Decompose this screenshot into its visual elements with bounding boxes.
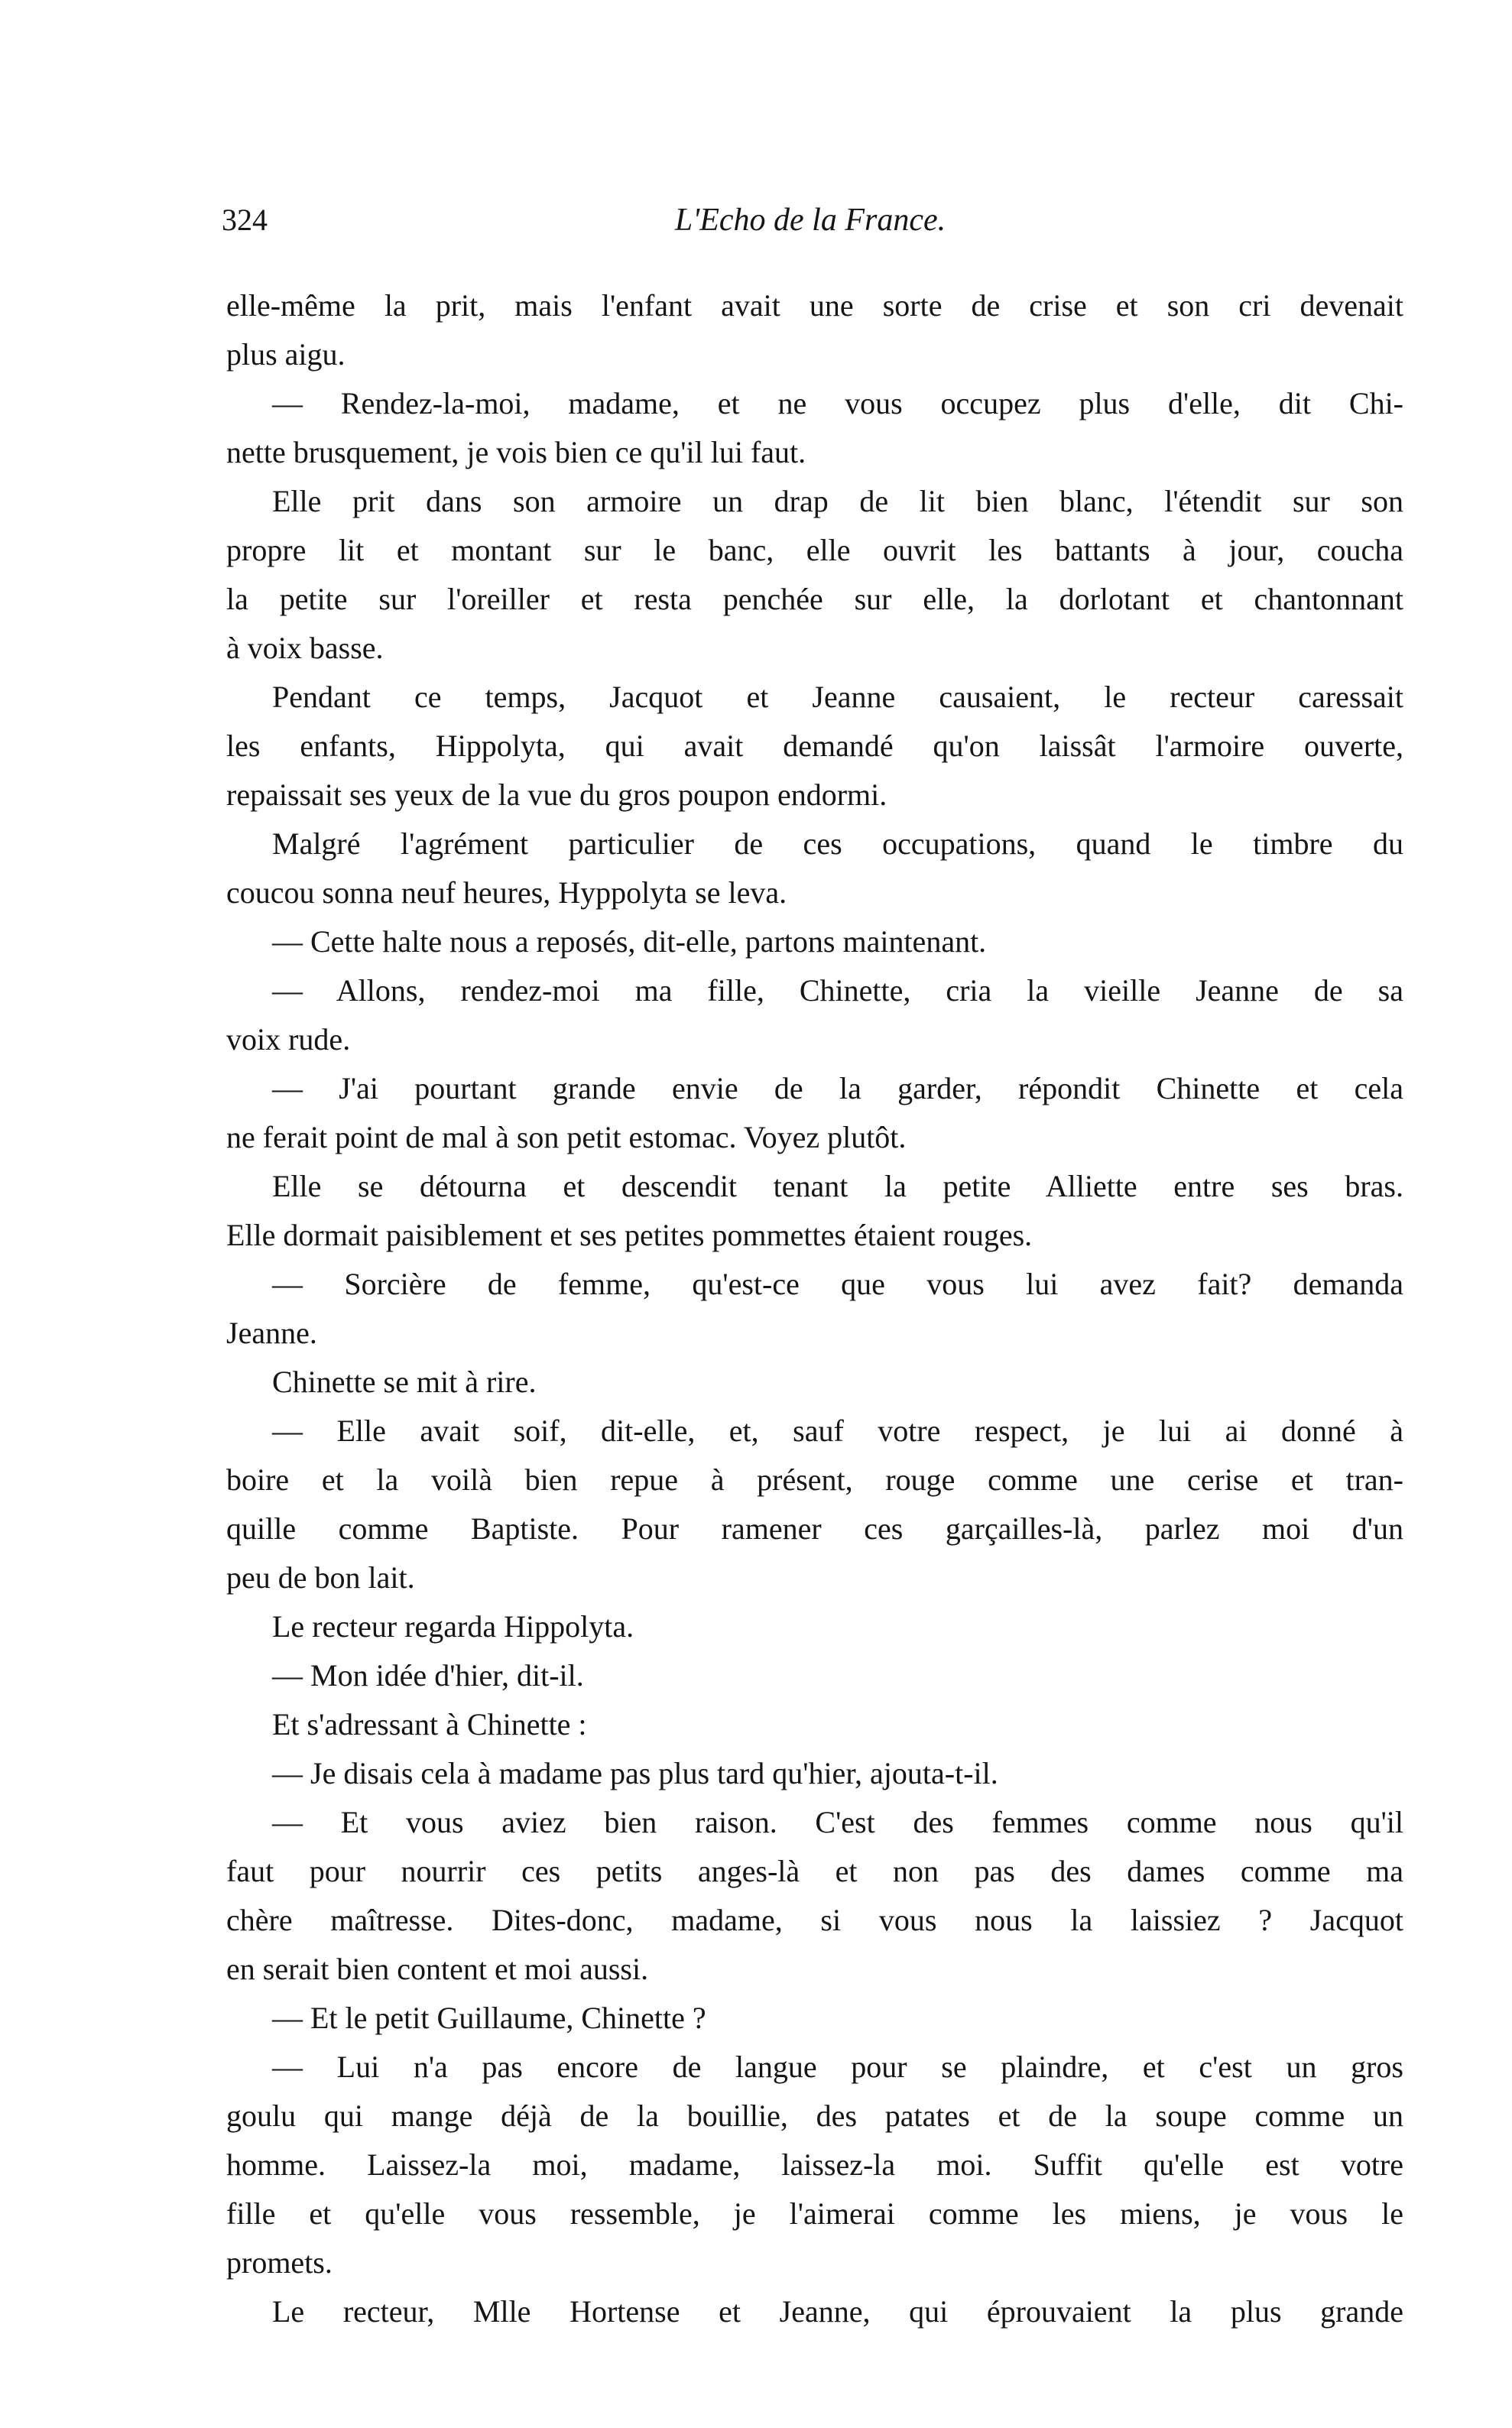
text-line: Et s'adressant à Chinette :: [272, 1707, 587, 1741]
text-line: Elle se détourna et descendit tenant la petite Alliette entre ses bras.: [272, 1169, 1403, 1203]
text-line: elle-même la prit, mais l'enfant avait une sorte de crise et son cri devenait: [226, 288, 1403, 323]
text-line: Elle prit dans son armoire un drap de lit bien blanc, l'étendit sur son: [272, 484, 1403, 518]
text-line: homme. Laissez-la moi, madame, laissez-la moi. Suffit qu'elle est votre: [226, 2147, 1403, 2182]
text-line: — Cette halte nous a reposés, dit-elle, partons maintenant.: [272, 924, 987, 959]
text-line: — Sorcière de femme, qu'est-ce que vous lui avez fait? demanda: [272, 1267, 1403, 1301]
text-line: — Et le petit Guillaume, Chinette ?: [272, 2001, 706, 2035]
text-line: repaissait ses yeux de la vue du gros poupon endormi.: [226, 777, 887, 812]
running-title: L'Echo de la France.: [674, 203, 946, 238]
text-line: à voix basse.: [226, 631, 384, 665]
page-number: 324: [222, 203, 268, 237]
text-line: promets.: [226, 2245, 333, 2280]
text-line: — Mon idée d'hier, dit-il.: [272, 1658, 584, 1693]
text-line: goulu qui mange déjà de la bouillie, des patates et de la soupe comme un: [226, 2099, 1403, 2133]
text-line: coucou sonna neuf heures, Hyppolyta se leva.: [226, 875, 787, 910]
text-line: boire et la voilà bien repue à présent, rouge comme une cerise et tran-: [226, 1462, 1403, 1497]
text-line: ne ferait point de mal à son petit estomac. Voyez plutôt.: [226, 1120, 907, 1154]
text-line: peu de bon lait.: [226, 1560, 415, 1595]
text-line: nette brusquement, je vois bien ce qu'il lui faut.: [226, 435, 806, 469]
text-line: — Et vous aviez bien raison. C'est des femmes comme nous qu'il: [272, 1805, 1403, 1839]
text-line: la petite sur l'oreiller et resta penchée sur elle, la dorlotant et chantonnant: [226, 582, 1403, 616]
text-line: en serait bien content et moi aussi.: [226, 1952, 649, 1986]
text-line: propre lit et montant sur le banc, elle ouvrit les battants à jour, coucha: [226, 533, 1403, 567]
text-line: — J'ai pourtant grande envie de la garder, répondit Chinette et cela: [272, 1071, 1403, 1105]
text-line: Le recteur, Mlle Hortense et Jeanne, qui éprouvaient la plus grande: [272, 2294, 1403, 2329]
page-header: [222, 197, 1399, 243]
text-line: Jeanne.: [226, 1316, 317, 1350]
text-line: — Lui n'a pas encore de langue pour se plaindre, et c'est un gros: [272, 2050, 1403, 2084]
text-line: voix rude.: [226, 1022, 351, 1057]
text-line: — Rendez-la-moi, madame, et ne vous occupez plus d'elle, dit Chi-: [272, 386, 1403, 420]
text-line: les enfants, Hippolyta, qui avait demandé qu'on laissât l'armoire ouverte,: [226, 729, 1403, 763]
text-line: fille et qu'elle vous ressemble, je l'aimerai comme les miens, je vous le: [226, 2196, 1403, 2231]
text-line: Pendant ce temps, Jacquot et Jeanne causaient, le recteur caressait: [272, 680, 1403, 714]
text-line: faut pour nourrir ces petits anges-là et non pas des dames comme ma: [226, 1854, 1403, 1888]
text-line: plus aigu.: [226, 337, 346, 372]
text-line: — Allons, rendez-moi ma fille, Chinette, cria la vieille Jeanne de sa: [272, 973, 1403, 1008]
text-line: Chinette se mit à rire.: [272, 1365, 537, 1399]
body-text: [226, 281, 1403, 2336]
text-line: — Elle avait soif, dit-elle, et, sauf votre respect, je lui ai donné à: [272, 1414, 1403, 1448]
text-line: Le recteur regarda Hippolyta.: [272, 1609, 634, 1644]
text-line: — Je disais cela à madame pas plus tard qu'hier, ajouta-t-il.: [272, 1756, 998, 1790]
text-line: Elle dormait paisiblement et ses petites pommettes étaient rouges.: [226, 1218, 1033, 1252]
text-line: chère maîtresse. Dites-donc, madame, si vous nous la laissiez ? Jacquot: [226, 1903, 1403, 1937]
text-line: quille comme Baptiste. Pour ramener ces garçailles-là, parlez moi d'un: [226, 1511, 1403, 1546]
text-line: Malgré l'agrément particulier de ces occupations, quand le timbre du: [272, 826, 1403, 861]
